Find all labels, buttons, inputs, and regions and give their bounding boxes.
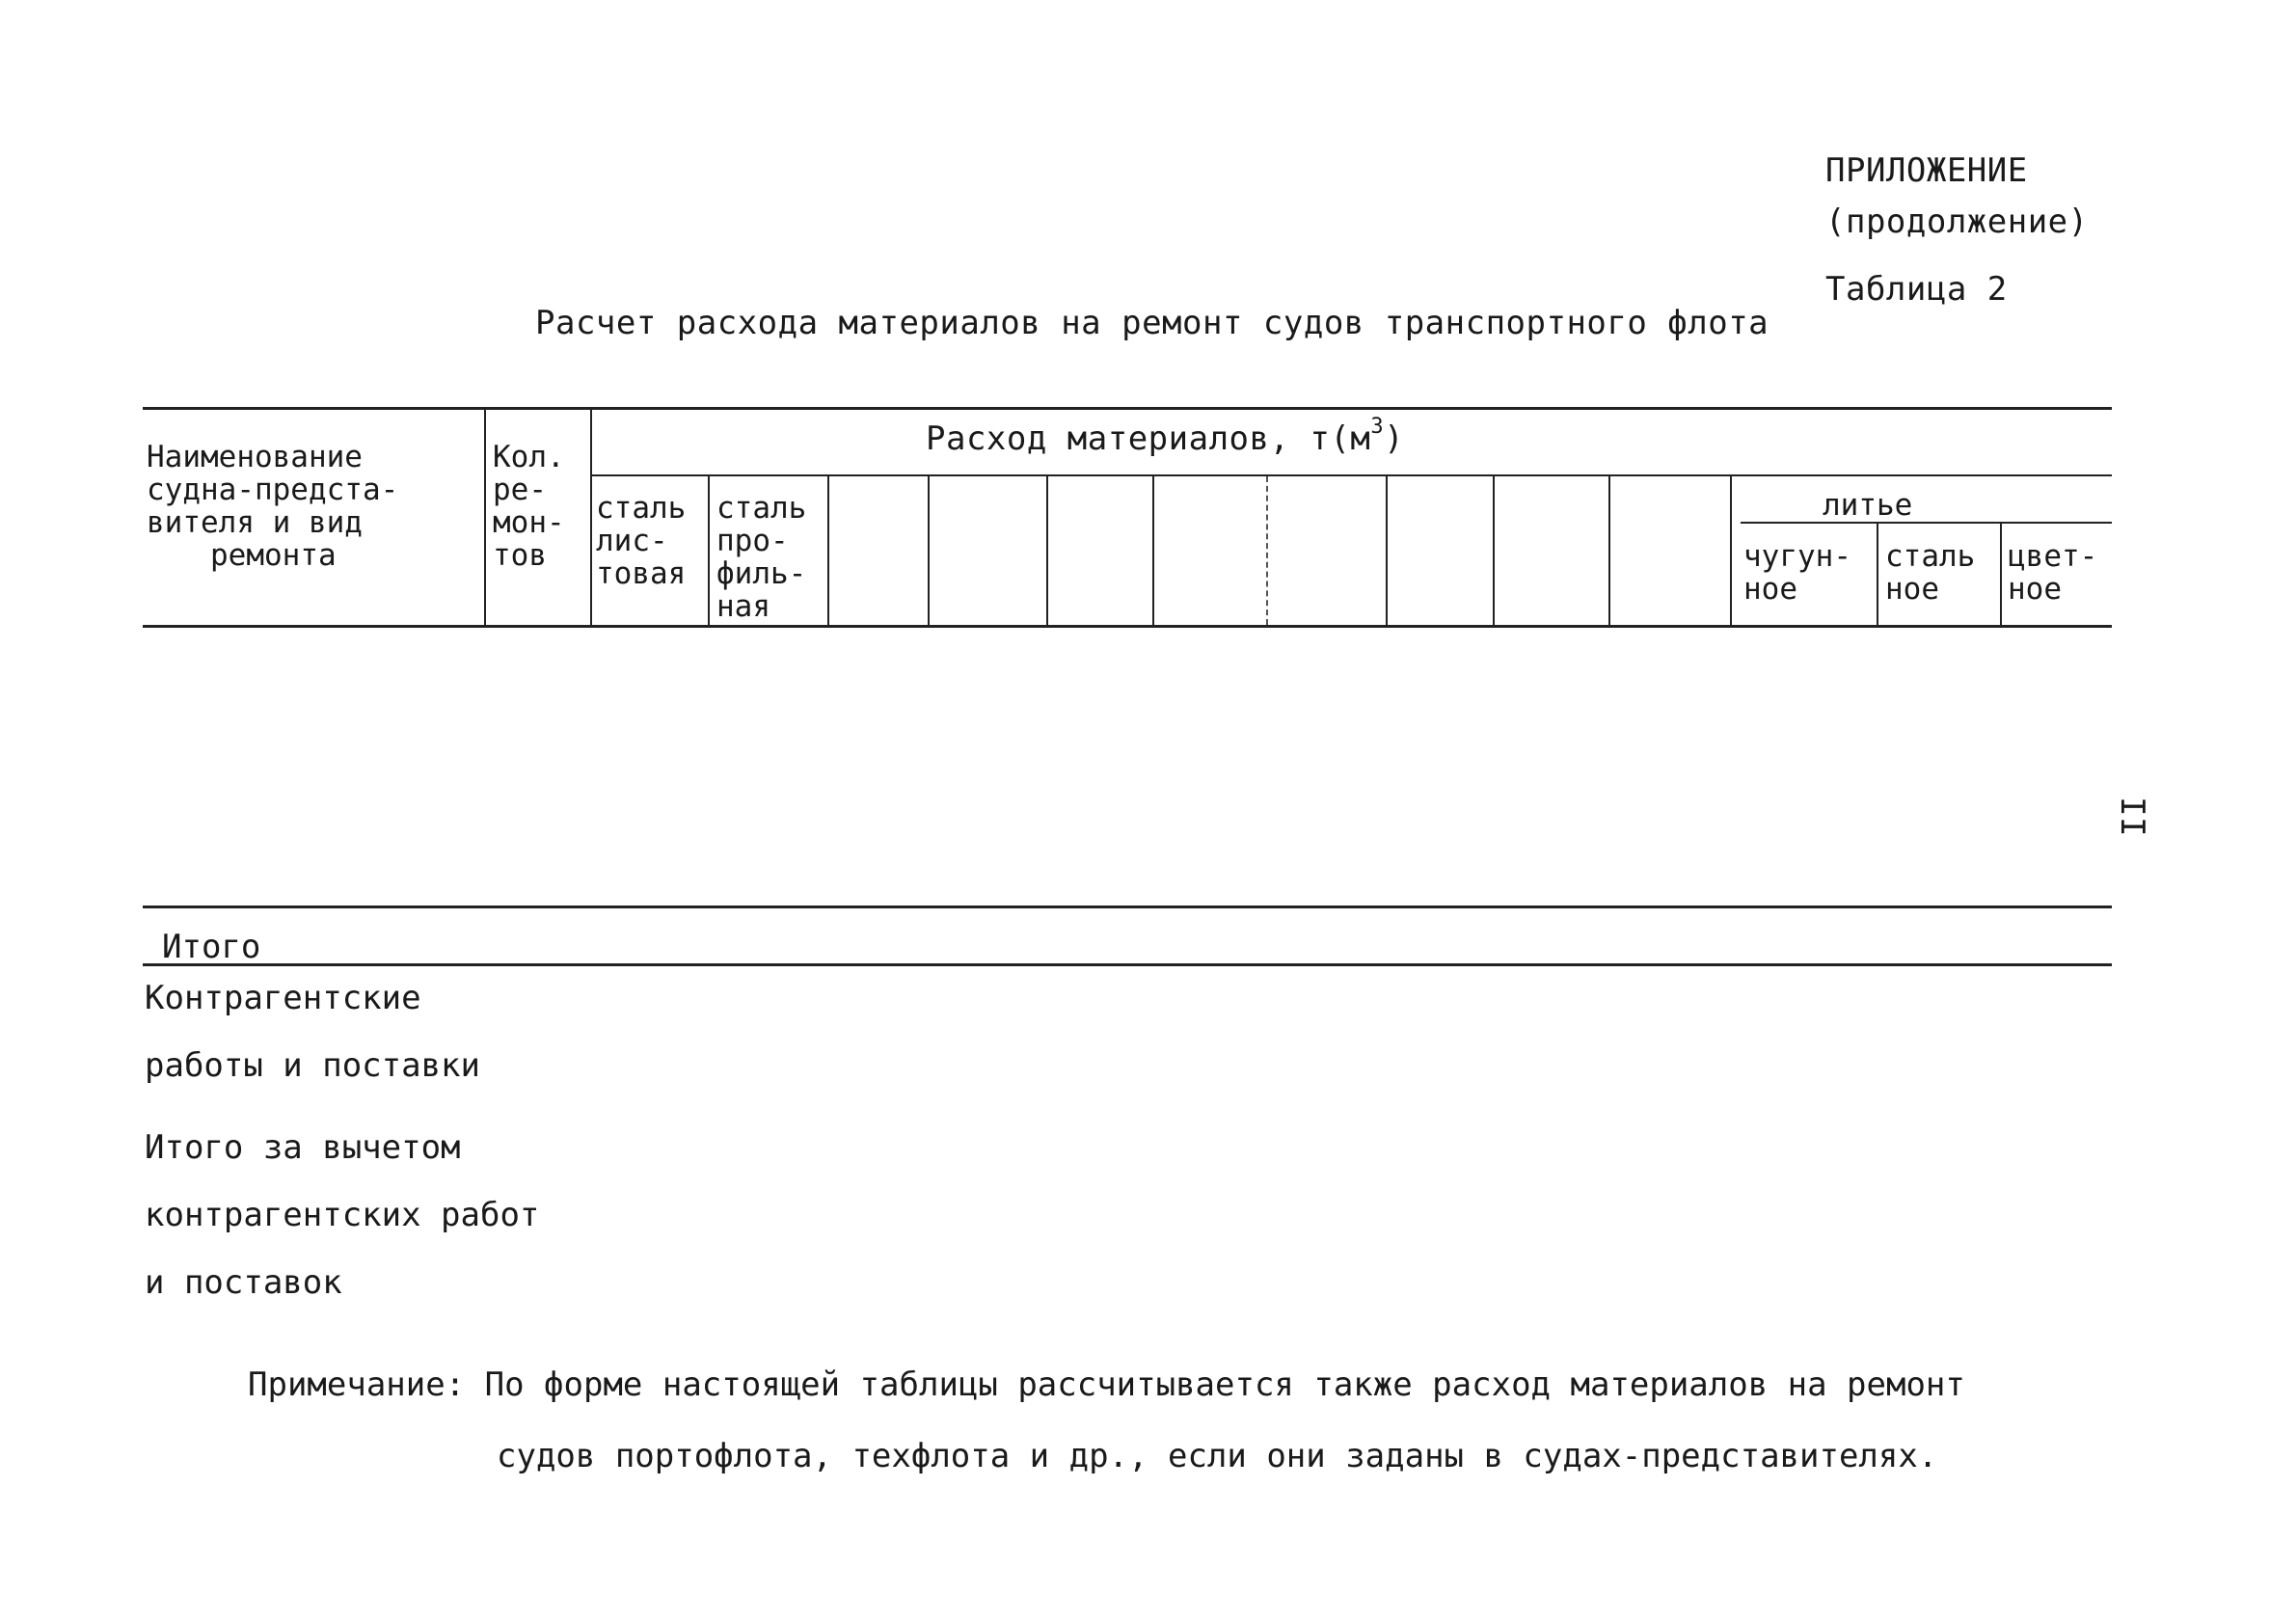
- col-divider: [1608, 476, 1610, 625]
- col-name-line: ремонта: [210, 538, 337, 573]
- cast-steel-line: сталь: [1885, 539, 1976, 574]
- col-count-line: мон-: [493, 505, 565, 540]
- col-divider: [484, 407, 486, 625]
- net-total-line: контрагентских работ: [145, 1196, 540, 1234]
- casting-header: литье: [1823, 488, 1913, 523]
- col-divider: [590, 407, 592, 625]
- group-header-rule: [590, 474, 2112, 476]
- net-total-line: и поставок: [145, 1263, 342, 1302]
- col-divider: [708, 476, 710, 625]
- col-name-line: вителя и вид: [147, 505, 363, 540]
- note-line: судов портофлота, техфлота и др., если они заданы в судах-представителях.: [497, 1437, 1938, 1475]
- contractor-line: Контрагентские: [145, 979, 421, 1017]
- cast-iron-line: ное: [1743, 572, 1797, 607]
- steel-profile-line: про-: [716, 524, 789, 558]
- group-header: Расход материалов, $т(м^3)$: [926, 415, 1405, 458]
- table-number: Таблица 2: [1825, 270, 2008, 309]
- note-line: Примечание: По форме настоящей таблицы рассчитывается также расход материалов на ремонт: [248, 1365, 1965, 1404]
- col-divider: [928, 476, 930, 625]
- totals-top-rule: [143, 906, 2112, 908]
- col-divider: [1046, 476, 1048, 625]
- appendix-continuation: (продолжение): [1825, 203, 2089, 241]
- totals-bottom-rule: [143, 963, 2112, 966]
- contractor-line: работы и поставки: [145, 1046, 480, 1085]
- col-divider: [1152, 476, 1154, 625]
- col-divider-dashed: [1266, 476, 1268, 625]
- casting-header-rule: [1741, 522, 2112, 524]
- cast-iron-line: чугун-: [1743, 539, 1851, 574]
- steel-sheet-line: лис-: [596, 524, 668, 558]
- steel-sheet-line: товая: [596, 556, 687, 591]
- col-count-line: ре-: [493, 473, 547, 507]
- side-page-mark: II: [2113, 797, 2151, 837]
- appendix-title: ПРИЛОЖЕНИЕ: [1825, 151, 2028, 190]
- net-total-line: Итого за вычетом: [145, 1128, 461, 1167]
- steel-profile-line: филь-: [716, 556, 807, 591]
- col-count-line: Кол.: [493, 440, 565, 474]
- cast-steel-line: ное: [1885, 572, 1939, 607]
- col-divider: [2000, 524, 2002, 625]
- table-top-rule: [143, 407, 2112, 410]
- col-divider: [1493, 476, 1495, 625]
- col-divider: [827, 476, 829, 625]
- col-divider: [1386, 476, 1388, 625]
- steel-sheet-line: сталь: [596, 491, 687, 526]
- col-name-line: Наименование: [147, 440, 363, 474]
- cast-nonferrous-line: цвет-: [2008, 539, 2098, 574]
- document-title: Расчет расхода материалов на ремонт судов транспортного флота: [535, 304, 1769, 342]
- table-header-bottom-rule: [143, 625, 2112, 628]
- steel-profile-line: ная: [716, 589, 770, 624]
- col-count-line: тов: [493, 538, 547, 573]
- itogo-label: Итого: [162, 928, 261, 966]
- cast-nonferrous-line: ное: [2008, 572, 2062, 607]
- steel-profile-line: сталь: [716, 491, 807, 526]
- col-divider: [1730, 476, 1732, 625]
- col-name-line: судна-предста-: [147, 473, 399, 507]
- col-divider: [1877, 524, 1878, 625]
